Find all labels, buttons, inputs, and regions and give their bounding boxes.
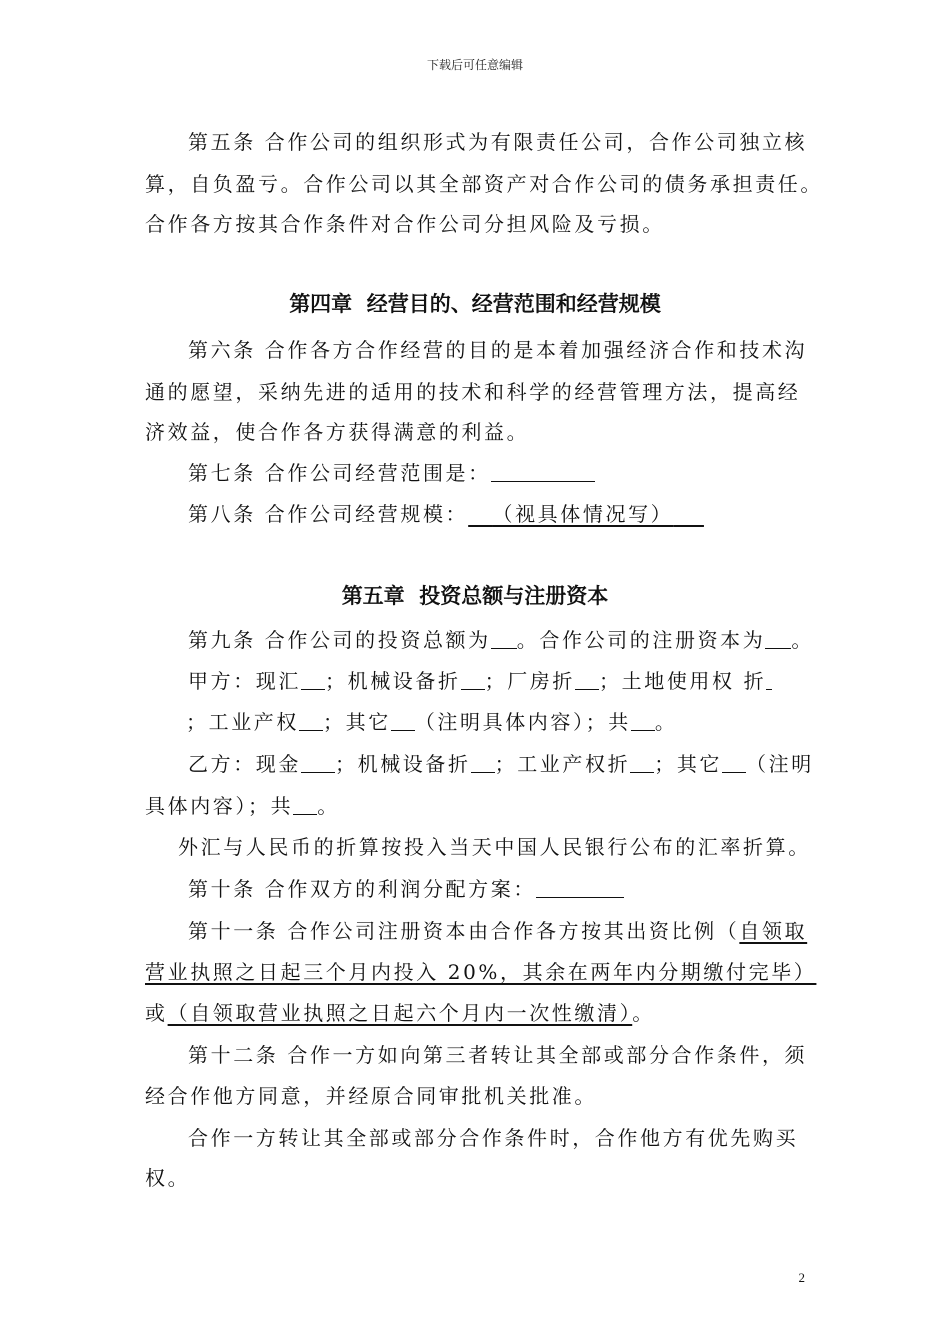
partyA-ip-label: ；工业产权: [186, 710, 299, 734]
article11-line2: [145, 958, 816, 986]
partyB-end: 。: [317, 794, 340, 818]
partyA-factory-blank: [575, 667, 599, 690]
article11-line3: [145, 999, 655, 1027]
investment-total-blank: [491, 626, 517, 649]
chapter4-heading: 第四章 经营目的、经营范围和经营规模: [289, 292, 661, 316]
article10-line: [188, 875, 624, 903]
article12-line1: 第十二条 合作一方如向第三者转让其全部或部分合作条件，须: [188, 1043, 808, 1067]
partyB-other-blank: [722, 750, 746, 773]
article5-line1: 第五条 合作公司的组织形式为有限责任公司，合作公司独立核: [188, 130, 808, 154]
partyA-factory-label: ；厂房折: [484, 669, 576, 693]
partyB-line1: [188, 750, 814, 778]
article6-line1: 第六条 合作各方合作经营的目的是本着加强经济合作和技术沟: [188, 338, 808, 362]
article8-scale-note: （视具体情况写）: [492, 502, 674, 526]
article7-text: 第七条 合作公司经营范围是：: [188, 461, 491, 485]
partyA-ip-blank: [299, 708, 323, 731]
article11-underlined-c: （自领取营业执照之日起六个月内一次性缴清）: [167, 1001, 633, 1025]
transfer-line1: 合作一方转让其全部或部分合作条件时，合作他方有优先购买: [188, 1126, 799, 1150]
transfer-line2: 权。: [145, 1166, 191, 1190]
partyA-cash-label: 甲方：现汇: [188, 669, 301, 693]
partyA-line2: [186, 708, 677, 736]
partyA-equipment-blank: [461, 667, 485, 690]
chapter5-heading: 第五章 投资总额与注册资本: [341, 584, 609, 608]
partyB-cash-label: 乙方：现金: [188, 752, 301, 776]
partyA-cash-blank: [301, 667, 325, 690]
partyA-total-blank: [631, 708, 655, 731]
article11-underlined-a: 自领取: [739, 919, 808, 943]
article5-line3: 合作各方按其合作条件对合作公司分担风险及亏损。: [145, 212, 665, 236]
article9-text-a: 第九条 合作公司的投资总额为: [188, 628, 491, 652]
partyB-ip-blank: [630, 750, 654, 773]
exchange-rate-line: 外汇与人民币的折算按投入当天中国人民银行公布的汇率折算。: [178, 835, 811, 859]
partyA-equipment-label: ；机械设备折: [325, 669, 461, 693]
partyA-other-blank: [391, 708, 415, 731]
partyB-equipment-label: ；机械设备折: [335, 752, 471, 776]
partyB-note-start: （注明: [746, 752, 814, 776]
page-header: 下载后可任意编辑: [426, 58, 523, 72]
partyB-cash-blank: [301, 750, 335, 773]
partyA-other-label: ；其它: [323, 710, 391, 734]
article10-blank: [536, 875, 624, 898]
partyB-equipment-blank: [471, 750, 495, 773]
article12-line2: 经合作他方同意，并经原合同审批机关批准。: [145, 1084, 597, 1108]
article11-underlined-b: 营业执照之日起三个月内投入 20%，其余在两年内分期缴付完毕）: [145, 960, 817, 984]
partyA-line1: [188, 667, 772, 695]
article10-text: 第十条 合作双方的利润分配方案：: [188, 877, 536, 901]
partyB-total-label: 具体内容）；共: [145, 794, 294, 818]
article8-line: [188, 500, 704, 528]
partyA-land-blank: [766, 667, 772, 690]
article9-text-c: 。: [791, 628, 814, 652]
article9-text-b: 。合作公司的注册资本为: [516, 628, 766, 652]
article7-blank: [491, 459, 595, 482]
article8-text: 第八条 合作公司经营规模：: [188, 502, 469, 526]
article11-text-or: 或: [145, 1001, 168, 1025]
article11-end: 。: [632, 1001, 655, 1025]
page-number: 2: [798, 1270, 805, 1285]
article11-text-a: 第十一条 合作公司注册资本由合作各方按其出资比例（: [188, 919, 740, 943]
partyB-line2: [145, 792, 340, 820]
article5-line2: 算，自负盈亏。合作公司以其全部资产对合作公司的债务承担责任。: [145, 172, 823, 196]
partyA-total-label: （注明具体内容）；共: [414, 710, 631, 734]
partyB-total-blank: [293, 792, 317, 815]
partyA-end: 。: [654, 710, 678, 734]
partyA-land-label: ；土地使用权 折: [599, 669, 767, 693]
article6-line3: 济效益，使合作各方获得满意的利益。: [145, 420, 530, 444]
partyB-other-label: ；其它: [654, 752, 723, 776]
article11-line1: [188, 917, 807, 945]
partyB-ip-label: ；工业产权折: [494, 752, 631, 776]
article7-line: [188, 459, 595, 487]
article9-line: [188, 626, 814, 654]
registered-capital-blank: [765, 626, 791, 649]
article6-line2: 通的愿望，采纳先进的适用的技术和科学的经营管理方法，提高经: [145, 380, 801, 404]
